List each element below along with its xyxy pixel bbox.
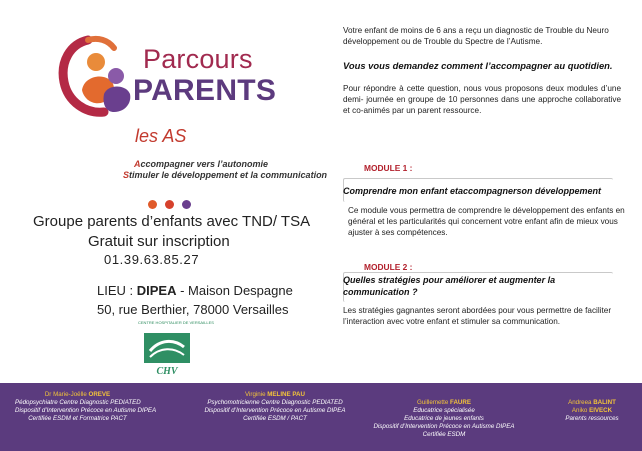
team-member-meline-pau [180,391,370,423]
module-1-title: Comprendre mon enfant etaccompagnerson développement [343,186,602,196]
team-footer [0,383,642,451]
tagline-autonomy: Accompagner vers l’autonomie [134,159,269,169]
team-member-parents-ressources [552,399,632,423]
team-member-oreve [15,391,157,423]
program-name: les AS [135,126,187,146]
member-role: Dispositif d’Intervention Précoce en Autisme DIPEA [373,423,515,430]
member-role: Psychomotricienne Centre Diagnostic PEDIATED [207,399,343,406]
module-2-label: MODULE 2 : [364,262,413,272]
member-role: Certifiée ESDM et Formatrice PACT [28,415,127,422]
group-description: Groupe parents d’enfants avec TND/ TSA [33,213,311,230]
member-role: Parents ressources [565,415,619,422]
team-member-faure [366,399,522,439]
member-name: Dr Marie-Joëlle OREVE [44,391,111,398]
module-1-label: MODULE 1 : [364,163,413,173]
phone-number: 01.39.63.85.27 [104,252,200,267]
chv-hospital-logo [140,325,194,377]
free-registration: Gratuit sur inscription [88,233,230,250]
member-role: Certifiée ESDM / PACT [243,415,307,422]
member-role: Dispositif d’Intervention Précoce en Autisme DIPEA [204,407,346,414]
intro-paragraph: Votre enfant de moins de 6 ans a reçu un diagnostic de Trouble du Neuro développement ou de Trouble du Spectre de l’Autisme. [343,26,609,46]
member-name: Andreea BALINT [568,399,616,406]
chv-label: CHV [156,366,178,377]
member-role: Pédopsychiatre Centre Diagnostic PEDIATED [15,399,141,406]
member-role: Dispositif d’Intervention Précoce en Autisme DIPEA [15,407,157,414]
decorative-dots [148,200,191,209]
member-role: Educatrice de jeunes enfants [404,415,484,422]
address-line: 50, rue Berthier, 78000 Versailles [97,302,289,317]
member-role: Educatrice spécialisée [413,407,475,414]
answer-paragraph: Pour répondre à cette question, nous vous proposons deux modules d’une demi- journée en groupe de 10 personnes dans une approche collaborative et co-animés par un parent ressource. [343,84,621,115]
brand-parcours: Parcours [143,44,253,74]
chv-caption: CENTRE HOSPITALIER DE VERSAILLES [138,320,214,325]
tagline-development: Stimuler le développement et la communication [123,170,328,180]
member-name: Guillemette FAURE [417,399,471,406]
member-name: Virginie MELINE PAU [245,391,305,398]
question-heading: Vous vous demandez comment l’accompagner au quotidien. [343,60,613,71]
parcours-parents-logo [58,32,138,118]
brand-parents: PARENTS [133,74,277,107]
dot-purple [182,200,191,209]
module-2-description: Les stratégies gagnantes seront abordées pour vous permettre de faciliter l’interaction avec votre enfant et stimuler sa communication. [343,306,612,326]
member-name: Aniko EIVECK [571,407,613,414]
location-line: LIEU : DIPEA - Maison Despagne [97,283,293,298]
member-role: Certifiée ESDM [422,431,466,438]
dot-orange [148,200,157,209]
module-1-description: Ce module vous permettra de comprendre le développement des enfants en général et les particularités qui concernent votre enfant afin de mieux vous ajuster à ses compétences. [348,206,625,237]
dot-red [165,200,174,209]
module-2-title: Quelles stratégies pour améliorer et augmenter la communication ? [343,275,556,297]
